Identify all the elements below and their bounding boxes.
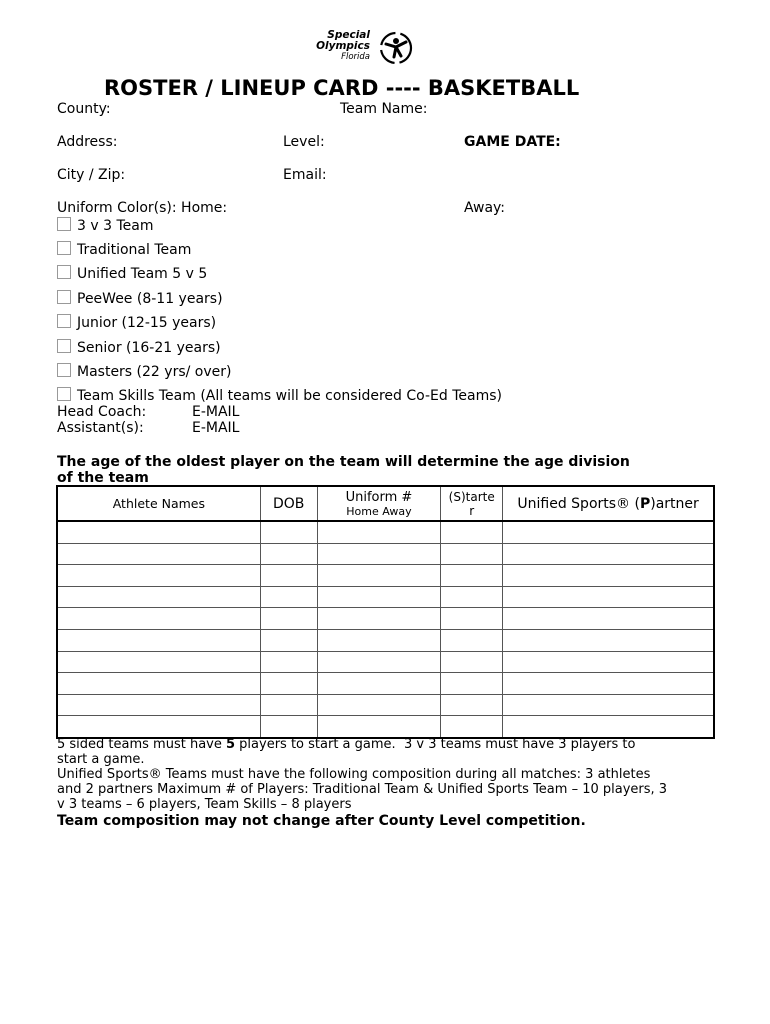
athlete-name-cell[interactable]	[57, 608, 260, 630]
page-title: ROSTER / LINEUP CARD ---- BASKETBALL	[104, 76, 580, 100]
special-olympics-emblem-icon	[374, 30, 418, 66]
col-athlete-names: Athlete Names	[57, 486, 260, 521]
col-starter: (S)tarte r	[441, 486, 503, 521]
checkbox-team-skills[interactable]	[57, 387, 71, 401]
level-label: Level:	[283, 134, 325, 150]
dob-cell[interactable]	[260, 608, 317, 630]
uniform-cell[interactable]	[317, 651, 441, 673]
division-option[interactable]: Traditional Team	[57, 241, 191, 258]
starter-cell[interactable]	[441, 629, 503, 651]
footer-line-4: and 2 partners Maximum # of Players: Traditional Team & Unified Sports Team – 10 players, 3	[57, 782, 668, 797]
uniform-cell[interactable]	[317, 673, 441, 695]
athlete-name-cell[interactable]	[57, 651, 260, 673]
game-date-label: GAME DATE:	[464, 134, 561, 150]
dob-cell[interactable]	[260, 694, 317, 716]
footer-line-1-right: 3 v 3 teams must have 3 players to	[404, 737, 636, 752]
athlete-name-cell[interactable]	[57, 629, 260, 651]
checkbox-traditional[interactable]	[57, 241, 71, 255]
athlete-name-cell[interactable]	[57, 673, 260, 695]
starter-cell[interactable]	[441, 543, 503, 565]
athlete-name-cell[interactable]	[57, 543, 260, 565]
uniform-home-label: Uniform Color(s): Home:	[57, 200, 228, 216]
athlete-name-cell[interactable]	[57, 694, 260, 716]
partner-cell[interactable]	[503, 673, 714, 695]
checkbox-peewee[interactable]	[57, 290, 71, 304]
email-label: Email:	[283, 167, 327, 183]
dob-cell[interactable]	[260, 565, 317, 587]
table-row	[57, 651, 714, 673]
division-option[interactable]: Senior (16-21 years)	[57, 339, 221, 356]
assistant-email-label: E-MAIL	[192, 420, 240, 436]
starter-cell[interactable]	[441, 651, 503, 673]
athlete-name-cell[interactable]	[57, 716, 260, 738]
logo-line-florida: Florida	[341, 52, 370, 62]
checkbox-masters[interactable]	[57, 363, 71, 377]
city-zip-label: City / Zip:	[57, 167, 126, 183]
table-row	[57, 608, 714, 630]
address-label: Address:	[57, 134, 118, 150]
uniform-cell[interactable]	[317, 629, 441, 651]
age-division-note-line1: The age of the oldest player on the team will determine the age division	[57, 454, 630, 470]
starter-cell[interactable]	[441, 694, 503, 716]
table-row	[57, 521, 714, 543]
uniform-cell[interactable]	[317, 543, 441, 565]
athlete-name-cell[interactable]	[57, 521, 260, 543]
checkbox-3v3[interactable]	[57, 217, 71, 231]
dob-cell[interactable]	[260, 673, 317, 695]
dob-cell[interactable]	[260, 521, 317, 543]
logo-line-special: Special	[327, 29, 370, 41]
checkbox-senior[interactable]	[57, 339, 71, 353]
starter-cell[interactable]	[441, 608, 503, 630]
partner-cell[interactable]	[503, 716, 714, 738]
partner-cell[interactable]	[503, 629, 714, 651]
dob-cell[interactable]	[260, 651, 317, 673]
partner-cell[interactable]	[503, 608, 714, 630]
logo-line-olympics: Olympics	[316, 40, 370, 52]
roster-table	[56, 485, 715, 739]
assistant-label: Assistant(s):	[57, 420, 144, 436]
away-label: Away:	[464, 200, 506, 216]
col-dob: DOB	[260, 486, 317, 521]
special-olympics-logo	[300, 30, 420, 66]
col-uniform: Uniform # Home Away	[317, 486, 441, 521]
table-row	[57, 586, 714, 608]
col-unified-partner: Unified Sports® (P)artner	[503, 486, 714, 521]
dob-cell[interactable]	[260, 586, 317, 608]
partner-cell[interactable]	[503, 543, 714, 565]
uniform-cell[interactable]	[317, 565, 441, 587]
footer-line-5: v 3 teams – 6 players, Team Skills – 8 players	[57, 797, 352, 812]
starter-cell[interactable]	[441, 565, 503, 587]
team-name-label: Team Name:	[340, 101, 428, 117]
division-option[interactable]: Masters (22 yrs/ over)	[57, 363, 231, 380]
starter-cell[interactable]	[441, 716, 503, 738]
partner-cell[interactable]	[503, 651, 714, 673]
checkbox-junior[interactable]	[57, 314, 71, 328]
division-option[interactable]: Unified Team 5 v 5	[57, 265, 207, 282]
division-option[interactable]: Team Skills Team (All teams will be considered Co-Ed Teams)	[57, 387, 502, 404]
uniform-cell[interactable]	[317, 694, 441, 716]
dob-cell[interactable]	[260, 716, 317, 738]
starter-cell[interactable]	[441, 586, 503, 608]
uniform-cell[interactable]	[317, 586, 441, 608]
table-header-row	[57, 486, 714, 521]
checkbox-unified-5v5[interactable]	[57, 265, 71, 279]
footer-line-3: Unified Sports® Teams must have the following composition during all matches: 3 athletes	[57, 767, 651, 782]
table-row	[57, 694, 714, 716]
head-coach-label: Head Coach:	[57, 404, 147, 420]
athlete-name-cell[interactable]	[57, 565, 260, 587]
starter-cell[interactable]	[441, 673, 503, 695]
table-row	[57, 716, 714, 738]
uniform-cell[interactable]	[317, 521, 441, 543]
partner-cell[interactable]	[503, 694, 714, 716]
athlete-name-cell[interactable]	[57, 586, 260, 608]
division-option[interactable]: Junior (12-15 years)	[57, 314, 216, 331]
starter-cell[interactable]	[441, 521, 503, 543]
uniform-cell[interactable]	[317, 716, 441, 738]
head-coach-email-label: E-MAIL	[192, 404, 240, 420]
age-division-note-line2: of the team	[57, 470, 149, 486]
footer-line-1: 5 sided teams must have 5 players to start a game.	[57, 737, 396, 752]
uniform-cell[interactable]	[317, 608, 441, 630]
county-label: County:	[57, 101, 111, 117]
table-row	[57, 543, 714, 565]
table-row	[57, 629, 714, 651]
footer-line-2: start a game.	[57, 752, 145, 767]
division-option[interactable]: PeeWee (8-11 years)	[57, 290, 223, 307]
partner-cell[interactable]	[503, 565, 714, 587]
partner-cell[interactable]	[503, 521, 714, 543]
dob-cell[interactable]	[260, 543, 317, 565]
footer-bold-note: Team composition may not change after County Level competition.	[57, 813, 586, 829]
partner-cell[interactable]	[503, 586, 714, 608]
division-option[interactable]: 3 v 3 Team	[57, 217, 153, 234]
table-row	[57, 673, 714, 695]
dob-cell[interactable]	[260, 629, 317, 651]
table-row	[57, 565, 714, 587]
